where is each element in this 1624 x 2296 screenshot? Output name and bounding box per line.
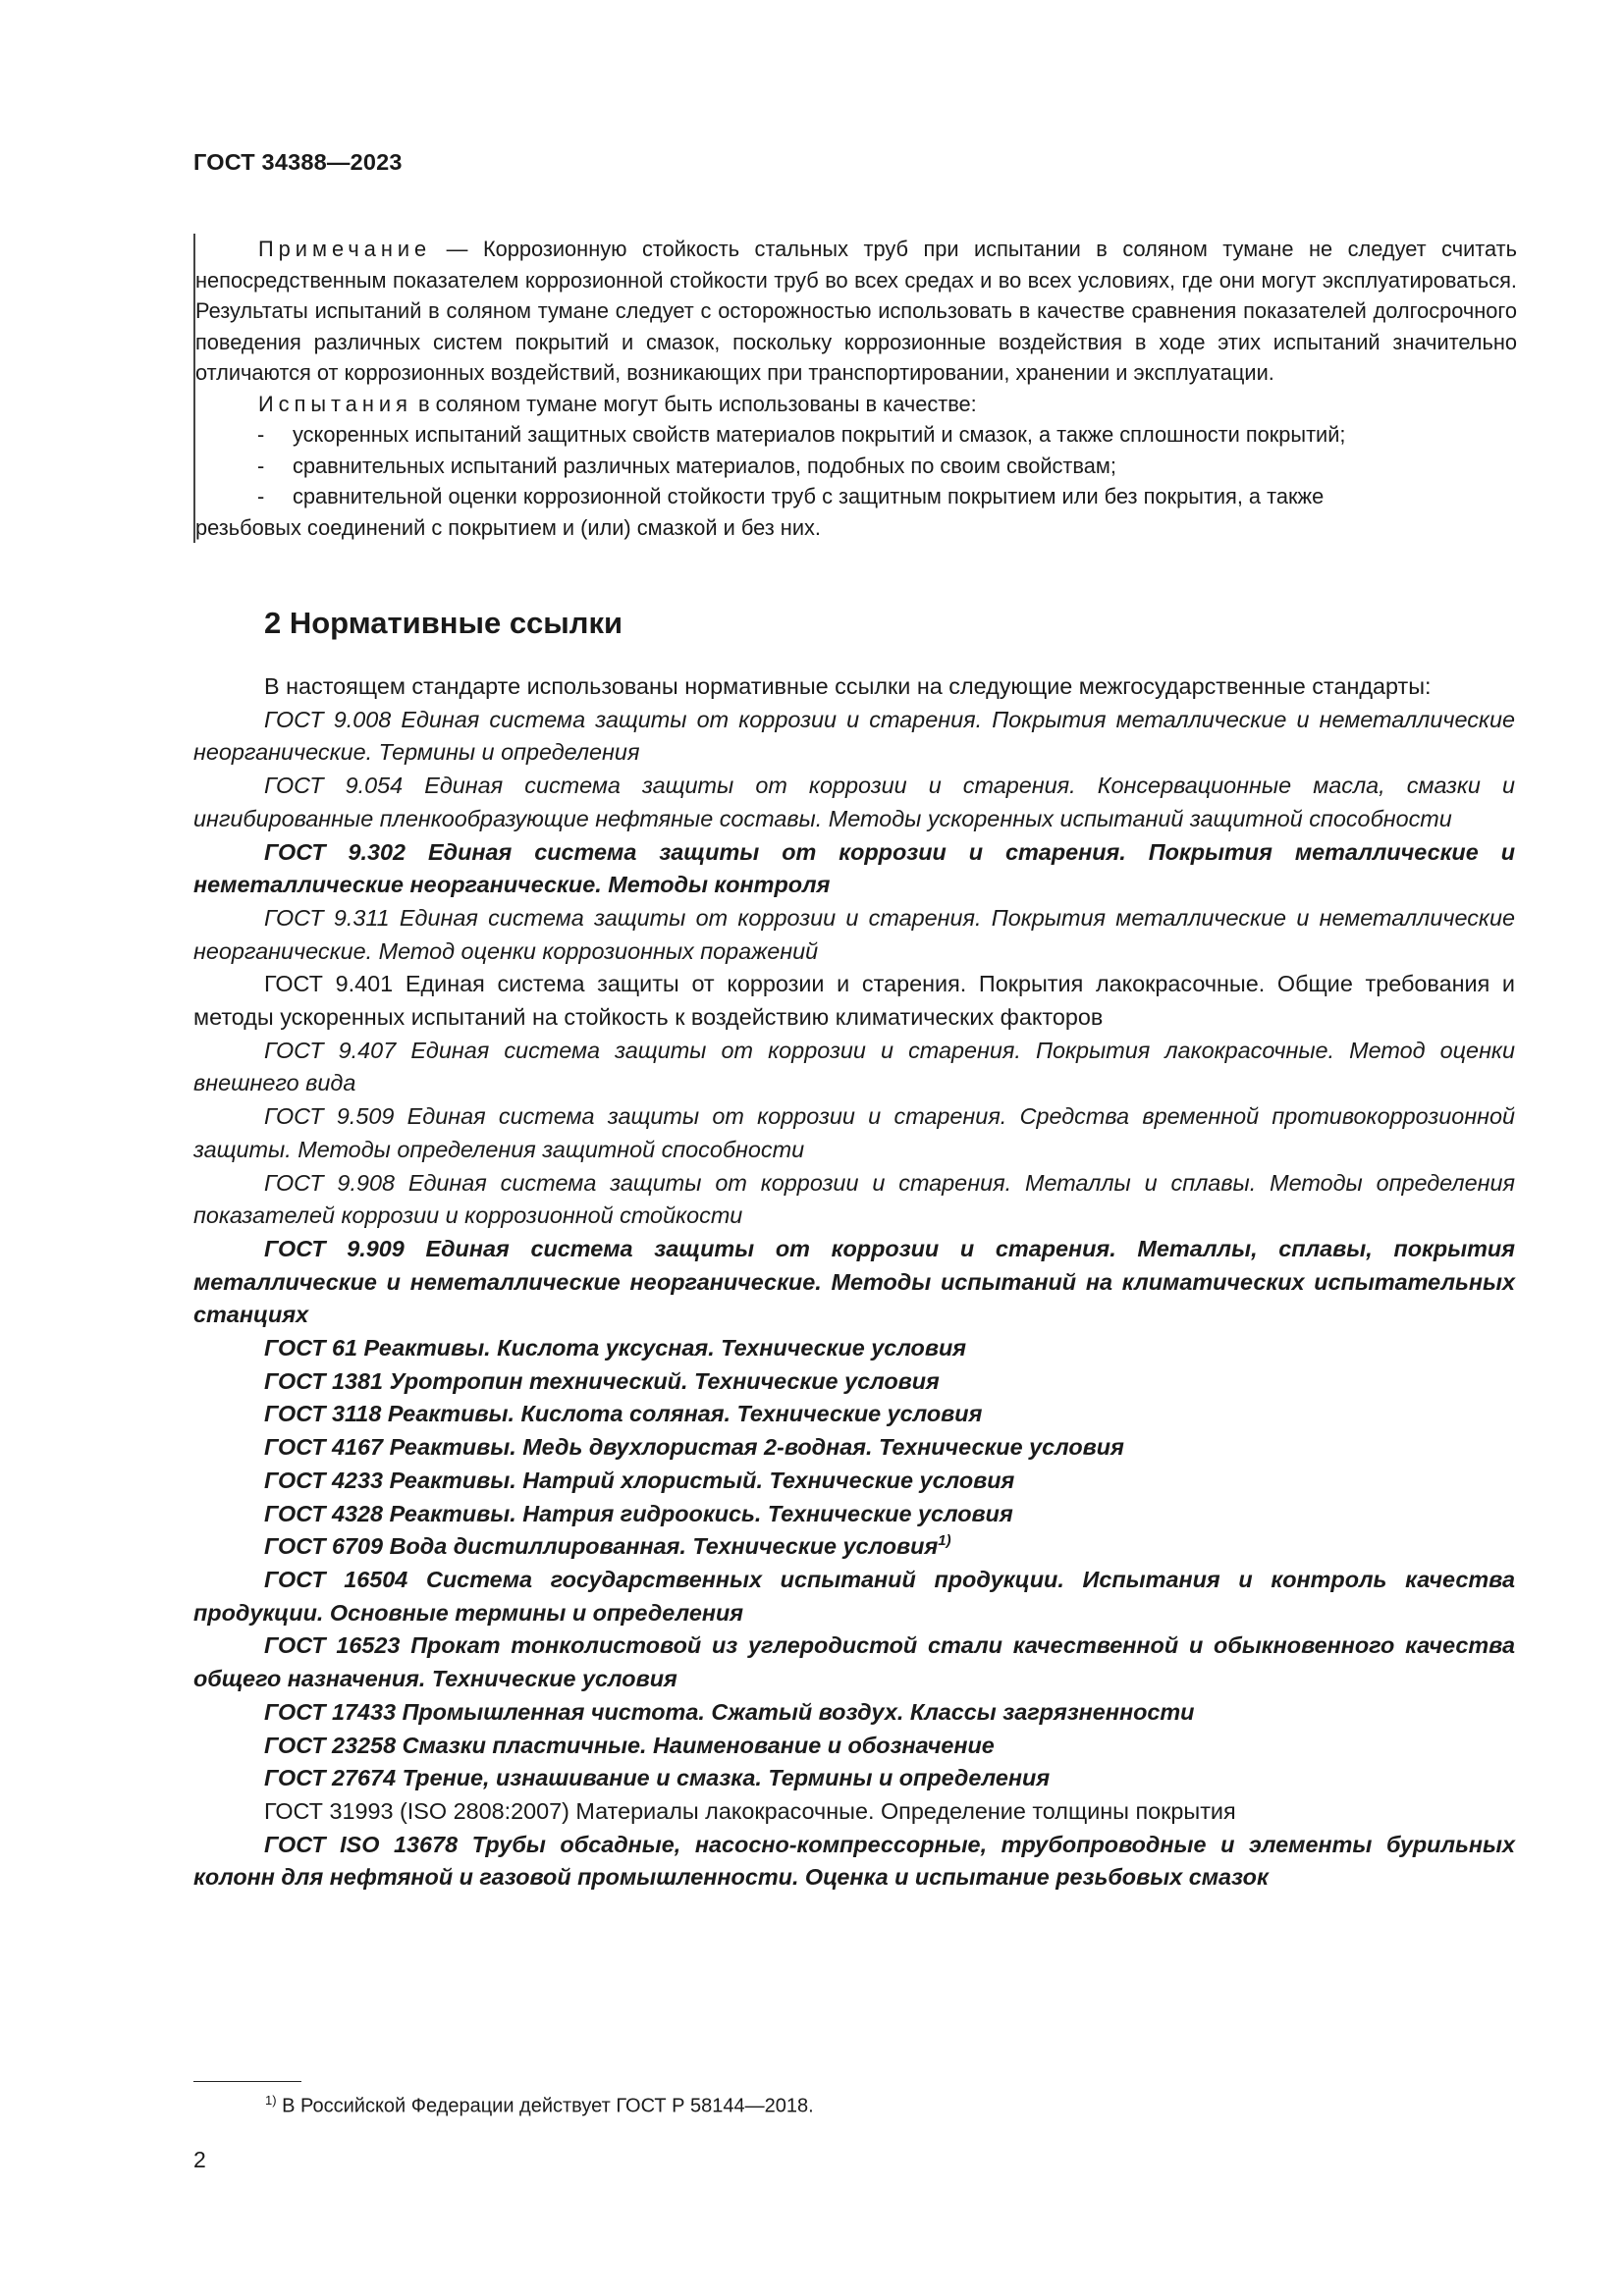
reference-text: ГОСТ 16504 Система государственных испытаний продукции. Испытания и контроль качества продукции. Основные термины и определения: [193, 1566, 1515, 1626]
reference-text: ГОСТ 31993 (ISO 2808:2007) Материалы лакокрасочные. Определение толщины покрытия: [264, 1797, 1236, 1824]
footnote-ref-mark: 1): [938, 1532, 951, 1550]
reference-text: ГОСТ 9.909 Единая система защиты от коррозии и старения. Металлы, сплавы, покрытия металлические и неметаллические неорганические. Методы испытаний на климатических испытательных станциях: [193, 1235, 1515, 1328]
list-item-text: сравнительной оценки коррозионной стойкости труб с защитным покрытием или без покрытия, а также: [293, 484, 1325, 508]
references-intro: В настоящем стандарте использованы нормативные ссылки на следующие межгосударственные стандарты:: [264, 673, 1432, 699]
reference-list: [193, 704, 1515, 1895]
reference-text: ГОСТ 9.008 Единая система защиты от коррозии и старения. Покрытия металлические и неметаллические неорганические. Термины и определения: [193, 706, 1515, 766]
reference-text: ГОСТ 27674 Трение, изнашивание и смазка. Термины и определения: [264, 1765, 1051, 1791]
reference-text: ГОСТ 17433 Промышленная чистота. Сжатый воздух. Классы загрязненности: [264, 1698, 1195, 1725]
note-block: [193, 234, 1517, 543]
reference-text: ГОСТ 23258 Смазки пластичные. Наименование и обозначение: [264, 1732, 995, 1758]
reference-item: [193, 1332, 1515, 1365]
footnote: [265, 2087, 814, 2120]
reference-item: [193, 1233, 1515, 1332]
reference-item: [193, 1530, 1515, 1564]
reference-item: [193, 1730, 1515, 1763]
reference-text: ГОСТ 9.311 Единая система защиты от коррозии и старения. Покрытия металлические и неметаллические неорганические. Метод оценки коррозионных поражений: [193, 904, 1515, 964]
document-header: ГОСТ 34388—2023: [193, 149, 403, 175]
reference-text: ГОСТ 6709 Вода дистиллированная. Технические условия: [264, 1533, 939, 1560]
reference-item: [193, 1465, 1515, 1498]
reference-text: ГОСТ 61 Реактивы. Кислота уксусная. Технические условия: [264, 1335, 967, 1362]
note-text: — Коррозионную стойкость стальных труб при испытании в соляном тумане не следует считать непосредственным показателем коррозионной стойкости труб во всех средах и во всех условиях, где они могут эксплуатироваться. Результаты испытаний в соляном тумане следует с осторожностью использовать в качестве сравнения показателей долгосрочного поведения различных систем покрытий и смазок, поскольку коррозионные воздействия в ходе этих испытаний значительно отличаются от коррозионных воздействий, возникающих при транспортировании, хранении и эксплуатации.: [195, 237, 1517, 385]
reference-text: ГОСТ 4328 Реактивы. Натрия гидроокись. Технические условия: [264, 1500, 1013, 1526]
tests-label: Испытания: [258, 391, 412, 416]
reference-text: ГОСТ 9.302 Единая система защиты от коррозии и старения. Покрытия металлические и неметаллические неорганические. Методы контроля: [193, 838, 1515, 898]
reference-text: ГОСТ ISO 13678 Трубы обсадные, насосно-компрессорные, трубопроводные и элементы бурильных колонн для нефтяной и газовой промышленности. Оценка и испытание резьбовых смазок: [193, 1831, 1515, 1891]
footnote-text: В Российской Федерации действует ГОСТ Р 58144—2018.: [276, 2095, 814, 2117]
section-heading: 2 Нормативные ссылки: [264, 606, 623, 640]
reference-item: [193, 1498, 1515, 1531]
reference-item: [193, 1762, 1515, 1795]
reference-item: [193, 1398, 1515, 1431]
reference-item: [193, 1365, 1515, 1399]
reference-item: [193, 1829, 1515, 1895]
reference-text: ГОСТ 4233 Реактивы. Натрий хлористый. Технические условия: [264, 1467, 1015, 1493]
list-item-text: ускоренных испытаний защитных свойств материалов покрытий и смазок, а также сплошности покрытий;: [293, 422, 1346, 447]
reference-item: [193, 1167, 1515, 1233]
reference-text: ГОСТ 1381 Уротропин технический. Технические условия: [264, 1367, 940, 1394]
tests-paragraph: [195, 389, 1517, 420]
reference-item: [193, 836, 1515, 902]
reference-text: ГОСТ 9.908 Единая система защиты от коррозии и старения. Металлы и сплавы. Методы определения показателей коррозии и коррозионной стойкости: [193, 1169, 1515, 1229]
reference-item: [193, 1100, 1515, 1166]
list-dash: -: [257, 484, 265, 508]
list-item: [195, 451, 1517, 482]
note-paragraph: [195, 234, 1517, 389]
reference-item: [193, 1696, 1515, 1730]
reference-item: [193, 1629, 1515, 1695]
list-item: [195, 481, 1517, 512]
reference-item: [193, 704, 1515, 770]
reference-text: ГОСТ 16523 Прокат тонколистовой из углеродистой стали качественной и обыкновенного качества общего назначения. Технические условия: [193, 1632, 1515, 1692]
footnote-divider: [193, 2081, 301, 2082]
reference-item: [193, 1035, 1515, 1100]
list-dash: -: [257, 422, 265, 447]
reference-item: [193, 1431, 1515, 1465]
reference-text: ГОСТ 9.054 Единая система защиты от коррозии и старения. Консервационные масла, смазки и ингибированные пленкообразующие нефтяные составы. Методы ускоренных испытаний защитной способности: [193, 773, 1515, 831]
reference-item: [193, 1795, 1515, 1829]
reference-item: [193, 1564, 1515, 1629]
note-label: Примечание: [258, 237, 432, 261]
reference-text: ГОСТ 3118 Реактивы. Кислота соляная. Технические условия: [264, 1401, 983, 1427]
normative-references: [193, 670, 1515, 1895]
reference-text: ГОСТ 9.401 Единая система защиты от коррозии и старения. Покрытия лакокрасочные. Общие требования и методы ускоренных испытаний на стойкость к воздействию климатических факторов: [193, 971, 1515, 1031]
reference-text: ГОСТ 4167 Реактивы. Медь двухлористая 2-водная. Технические условия: [264, 1434, 1124, 1461]
list-item: [195, 419, 1517, 451]
list-dash: -: [257, 453, 265, 478]
list-item-continuation: резьбовых соединений с покрытием и (или) смазкой и без них.: [195, 514, 821, 540]
footnote-mark: 1): [265, 2093, 277, 2108]
reference-item: [193, 968, 1515, 1034]
reference-item: [193, 902, 1515, 968]
reference-text: ГОСТ 9.509 Единая система защиты от коррозии и старения. Средства временной противокоррозионной защиты. Методы определения защитной способности: [193, 1103, 1515, 1162]
reference-item: [193, 770, 1515, 835]
list-item-text: сравнительных испытаний различных материалов, подобных по своим свойствам;: [293, 453, 1116, 478]
reference-text: ГОСТ 9.407 Единая система защиты от коррозии и старения. Покрытия лакокрасочные. Метод оценки внешнего вида: [193, 1037, 1515, 1096]
tests-text: в соляном тумане могут быть использованы в качестве:: [411, 391, 977, 416]
page-number: 2: [193, 2147, 206, 2172]
